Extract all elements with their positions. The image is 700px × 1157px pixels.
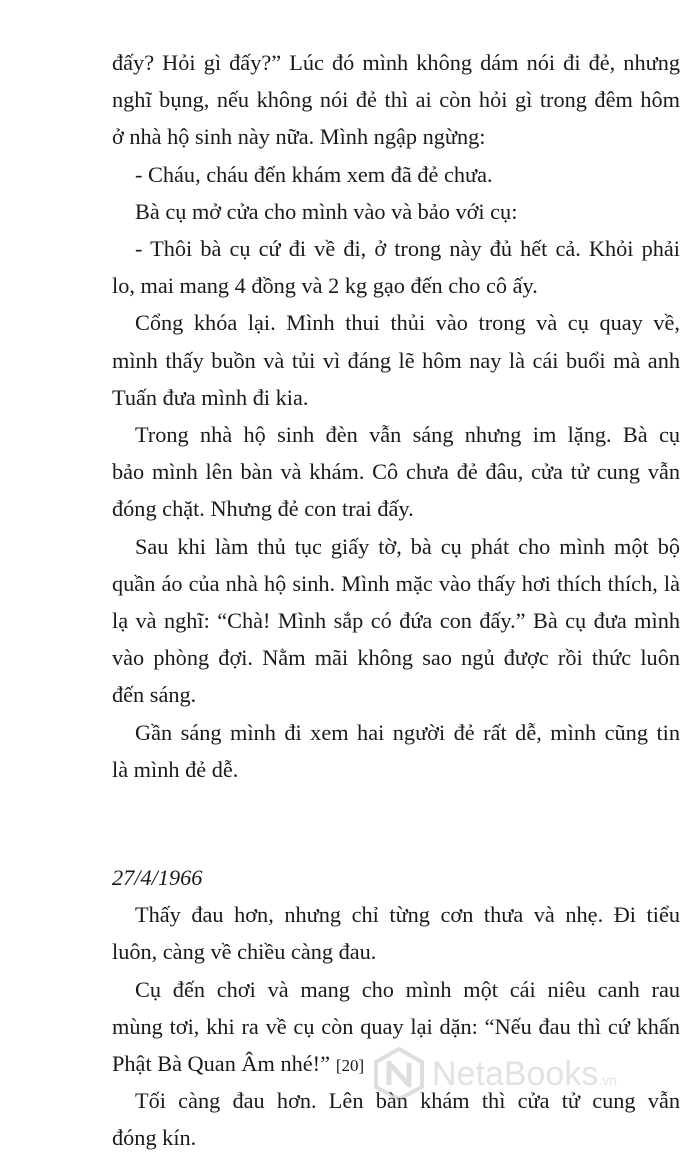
text-line: luôn, càng về chiều càng đau. <box>112 939 377 965</box>
text-line: Cụ đến chơi và mang cho mình một cái niêu canh rau <box>135 976 680 1002</box>
text-line: lo, mai mang 4 đồng và 2 kg gạo đến cho cô ấy. <box>112 273 538 299</box>
watermark-suffix: .vn <box>598 1072 618 1088</box>
text-line: - Thôi bà cụ cứ đi về đi, ở trong này đủ hết cả. Khỏi phải <box>135 236 680 262</box>
text-line: Trong nhà hộ sinh đèn vẫn sáng nhưng im lặng. Bà cụ <box>135 422 680 448</box>
text-line: Sau khi làm thủ tục giấy tờ, bà cụ phát cho mình một bộ <box>135 533 680 559</box>
text-line: quần áo của nhà hộ sinh. Mình mặc vào thấy hơi thích thích, là <box>112 570 680 596</box>
text-block-2 <box>112 896 680 1156</box>
text-line: Tuấn đưa mình đi kia. <box>112 384 309 410</box>
page-body <box>112 44 680 1157</box>
text-line: đấy? Hỏi gì đấy?” Lúc đó mình không dám nói đi đẻ, nhưng <box>112 50 680 75</box>
watermark <box>372 1044 617 1104</box>
text-line: Cổng khóa lại. Mình thui thủi vào trong và cụ quay về, <box>135 310 680 336</box>
page-number: [20] <box>335 1056 365 1075</box>
text-line: Bà cụ mở cửa cho mình vào và bảo với cụ: <box>135 198 518 224</box>
text-line: nghĩ bụng, nếu không nói đẻ thì ai còn hỏi gì trong đêm hôm <box>112 87 680 113</box>
text-line: bảo mình lên bàn và khám. Cô chưa đẻ đâu, cửa tử cung vẫn <box>112 459 680 485</box>
watermark-brand: NetaBooks <box>432 1054 599 1093</box>
text-line: - Cháu, cháu đến khám xem đã đẻ chưa. <box>135 161 493 187</box>
text-line: vào phòng đợi. Nằm mãi không sao ngủ được rồi thức luôn <box>112 645 680 671</box>
text-line: đóng chặt. Nhưng đẻ con trai đấy. <box>112 496 414 522</box>
text-line: Gần sáng mình đi xem hai người đẻ rất dễ, mình cũng tin <box>135 719 680 745</box>
netabooks-logo-icon <box>372 1047 426 1101</box>
section-gap <box>112 788 680 859</box>
text-block-1 <box>112 44 680 788</box>
diary-date: 27/4/1966 <box>112 865 203 891</box>
text-line: Phật Bà Quan Âm nhé!” <box>112 1051 330 1077</box>
text-line: Tối càng đau hơn. Lên bàn khám thì cửa tử cung vẫn <box>135 1088 680 1114</box>
text-line: lạ và nghĩ: “Chà! Mình sắp có đứa con đấy.” Bà cụ đưa mình <box>112 608 680 634</box>
text-line: đóng kín. <box>112 1125 197 1151</box>
text-line: Thấy đau hơn, nhưng chỉ từng cơn thưa và nhẹ. Đi tiểu <box>135 902 680 928</box>
text-line: mình thấy buồn và tủi vì đáng lẽ hôm nay là cái buổi mà anh <box>112 347 680 373</box>
text-line: ở nhà hộ sinh này nữa. Mình ngập ngừng: <box>112 124 486 150</box>
text-line: mùng tơi, khi ra về cụ còn quay lại dặn: “Nếu đau thì cứ khấn <box>112 1013 680 1039</box>
text-line: đến sáng. <box>112 682 197 708</box>
text-line: là mình đẻ dễ. <box>112 756 239 782</box>
